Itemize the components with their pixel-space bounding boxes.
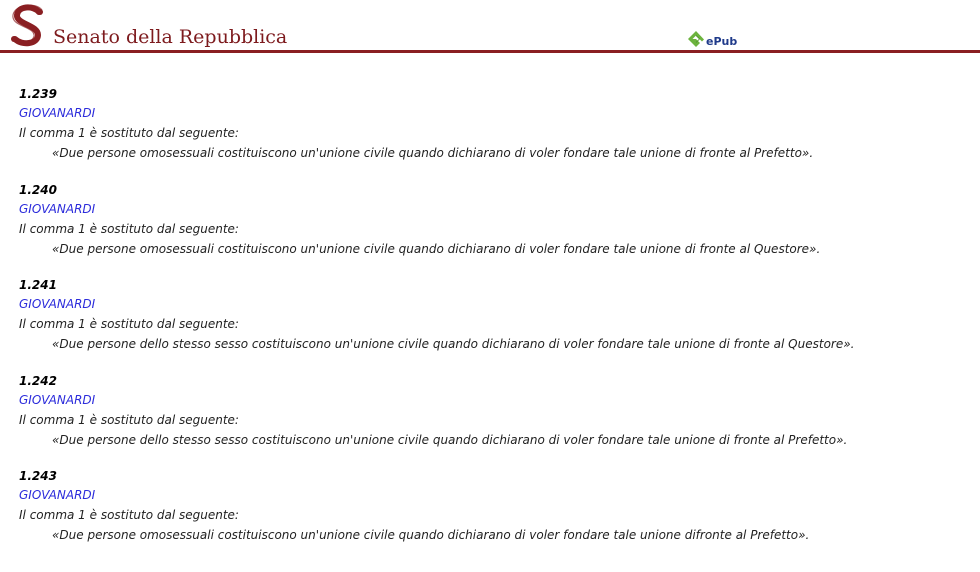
amendment-item bbox=[19, 372, 969, 468]
amendment-text: «Due persone dello stesso sesso costituiscono un'unione civile quando dichiarano di voler fondare tale unione di fronte al Questore». bbox=[52, 337, 855, 351]
amendment-text: «Due persone dello stesso sesso costituiscono un'unione civile quando dichiarano di voler fondare tale unione di fronte al Prefetto». bbox=[52, 432, 848, 447]
epub-icon bbox=[687, 30, 705, 48]
amendment-number: 1.242 bbox=[19, 373, 57, 388]
amendment-number: 1.239 bbox=[19, 87, 57, 101]
amendment-item bbox=[19, 85, 969, 181]
amendment-item bbox=[19, 467, 969, 563]
amendment-number: 1.241 bbox=[19, 278, 57, 292]
amendment-instruction: Il comma 1 è sostituto dal seguente: bbox=[19, 412, 239, 427]
site-title[interactable]: Senato della Repubblica bbox=[53, 26, 288, 48]
amendment-text: «Due persone omosessuali costituiscono un'unione civile quando dichiarano di voler fondare tale unione difronte al Prefetto». bbox=[52, 528, 810, 542]
amendment-author-link[interactable]: GIOVANARDI bbox=[19, 392, 96, 407]
amendment-instruction: Il comma 1 è sostituto dal seguente: bbox=[19, 317, 239, 331]
senato-s-logo-icon[interactable] bbox=[6, 3, 52, 49]
header-divider bbox=[0, 50, 980, 53]
amendment-author-link[interactable]: GIOVANARDI bbox=[19, 106, 96, 120]
amendment-item bbox=[19, 276, 969, 372]
amendment-text: «Due persone omosessuali costituiscono un'unione civile quando dichiarano di voler fondare tale unione di fronte al Questore». bbox=[52, 241, 821, 256]
amendment-author-link[interactable]: GIOVANARDI bbox=[19, 201, 96, 216]
amendment-instruction: Il comma 1 è sostituto dal seguente: bbox=[19, 221, 239, 236]
amendment-text: «Due persone omosessuali costituiscono un'unione civile quando dichiarano di voler fondare tale unione di fronte al Prefetto». bbox=[52, 146, 814, 160]
amendments-list bbox=[19, 85, 969, 563]
amendment-item bbox=[19, 181, 969, 277]
amendment-author-link[interactable]: GIOVANARDI bbox=[19, 488, 96, 502]
amendment-number: 1.240 bbox=[19, 182, 57, 197]
site-header bbox=[0, 0, 980, 56]
amendment-number: 1.243 bbox=[19, 469, 57, 483]
amendment-instruction: Il comma 1 è sostituto dal seguente: bbox=[19, 508, 239, 522]
epub-download-link[interactable] bbox=[687, 30, 737, 48]
epub-label: ePub bbox=[706, 35, 738, 48]
amendment-instruction: Il comma 1 è sostituto dal seguente: bbox=[19, 126, 239, 140]
amendment-author-link[interactable]: GIOVANARDI bbox=[19, 297, 96, 311]
